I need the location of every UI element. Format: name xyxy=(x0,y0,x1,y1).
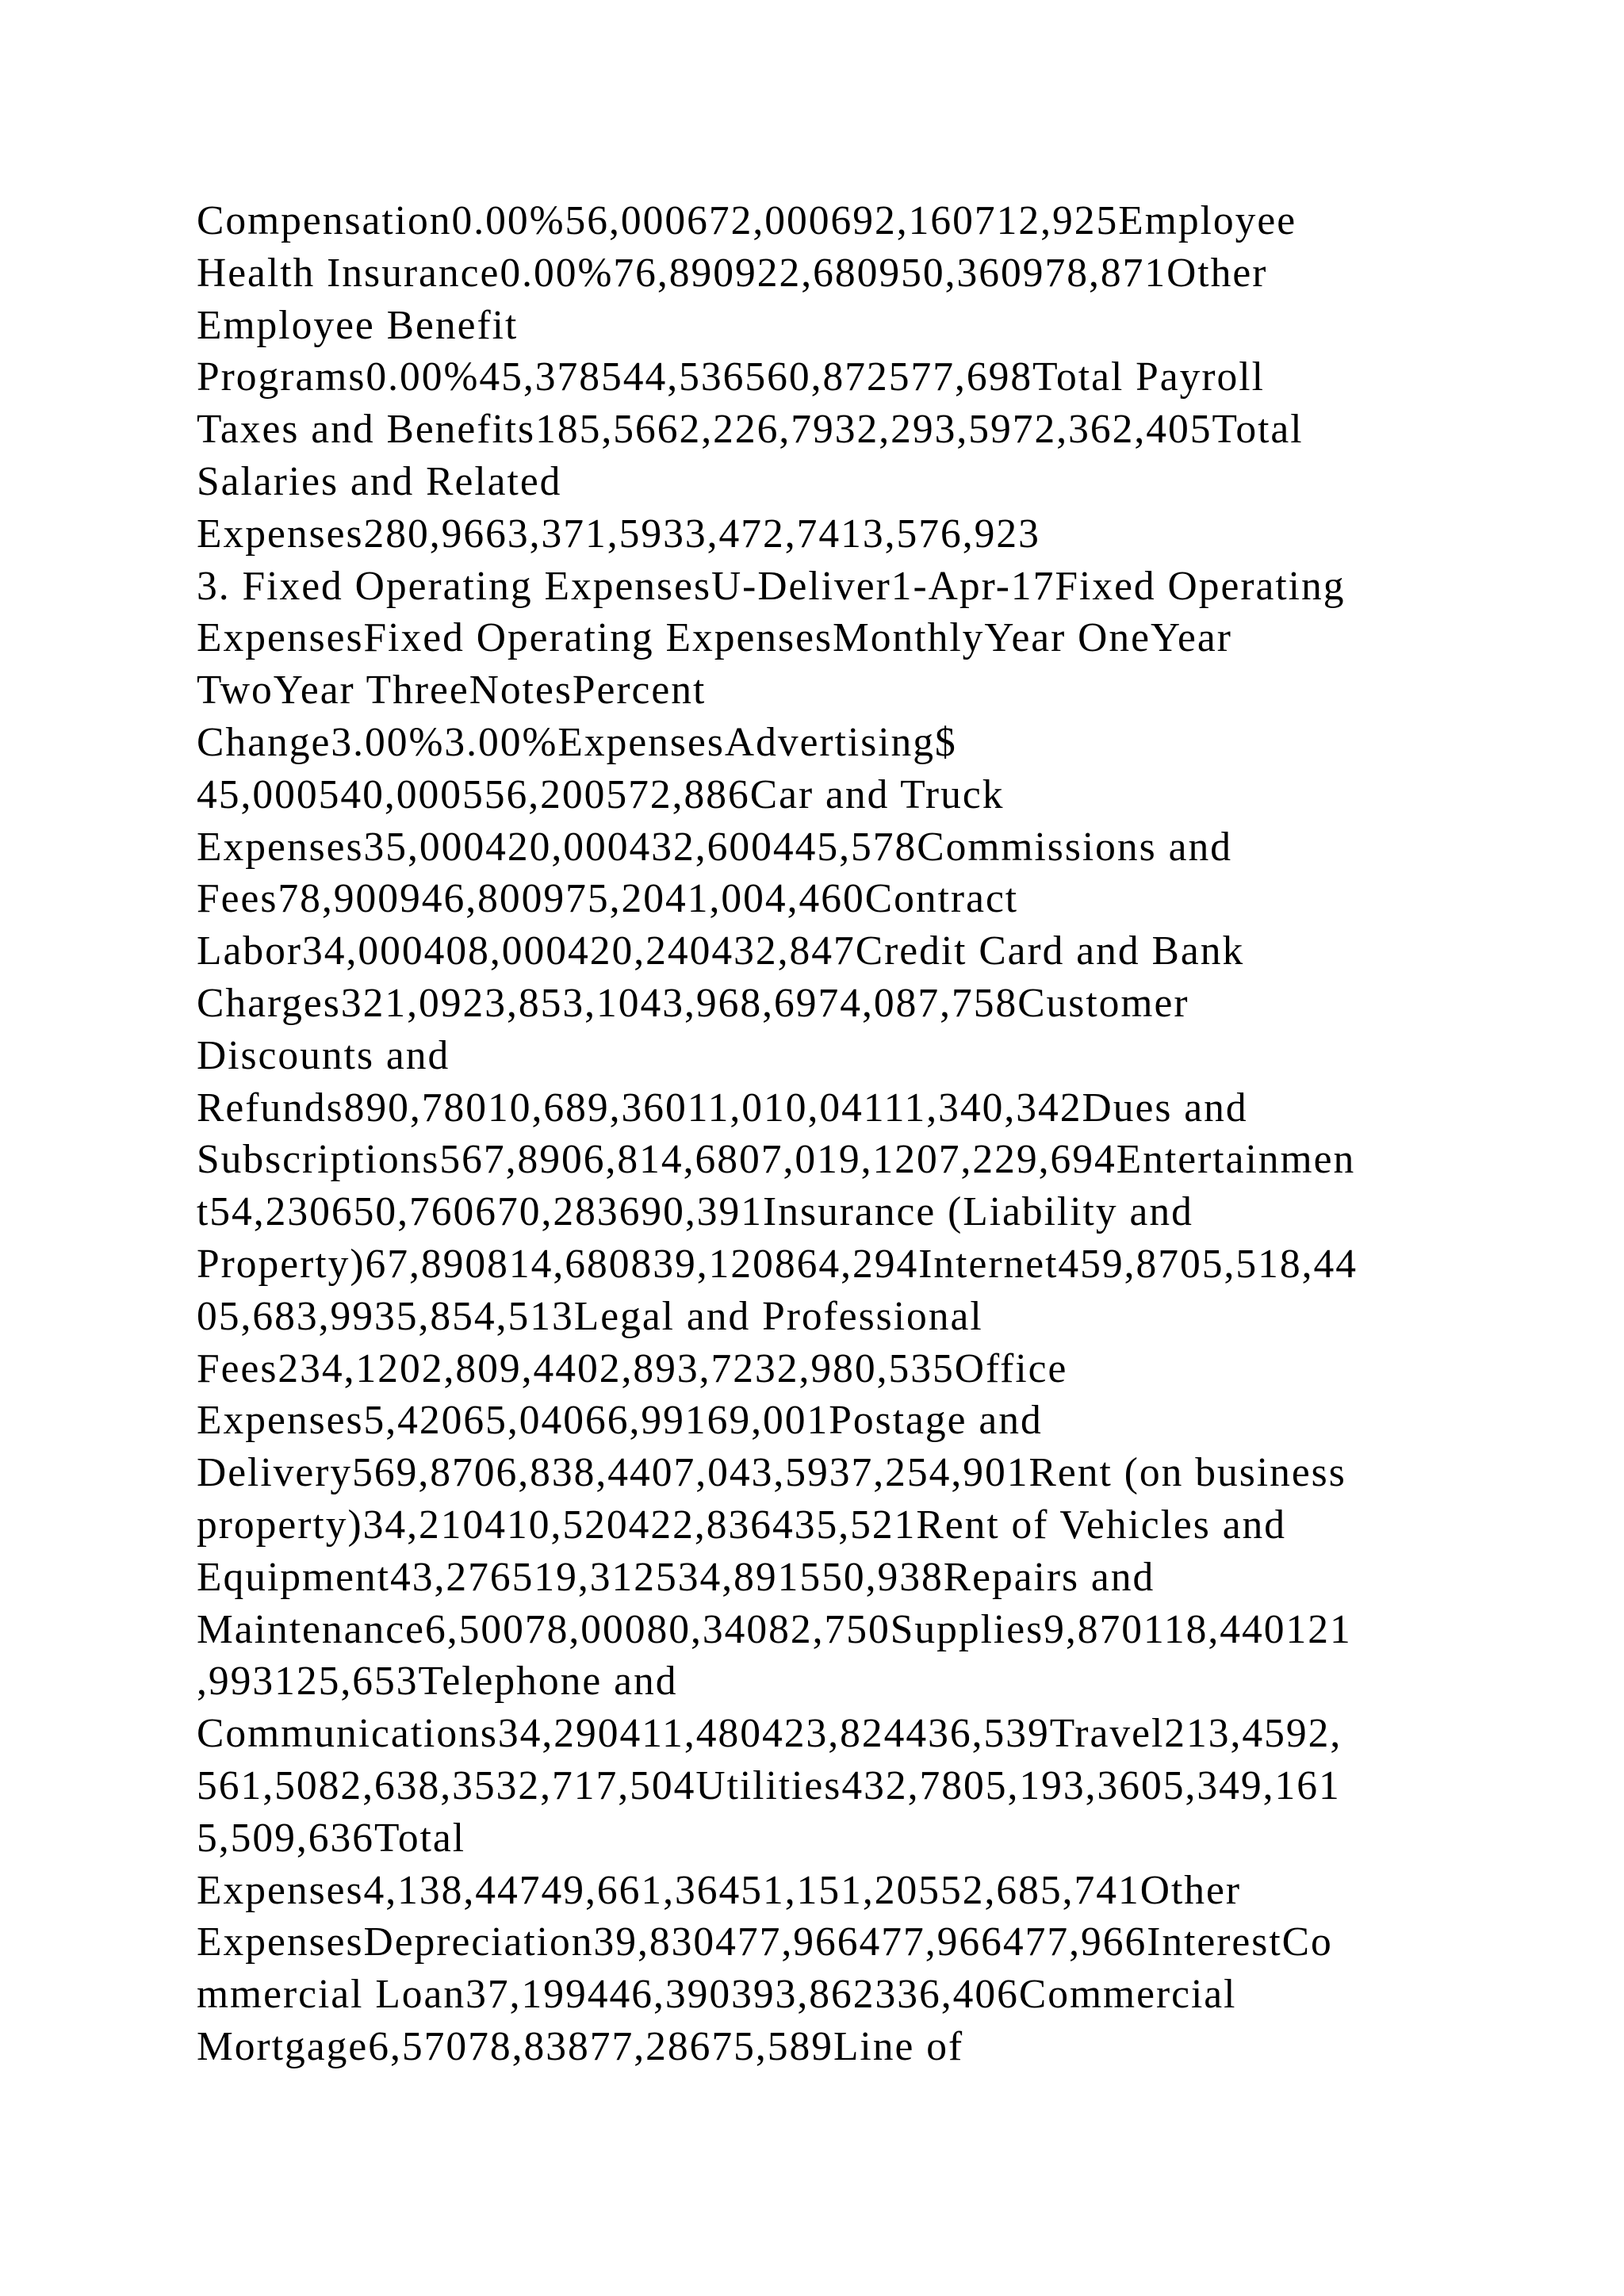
text-line: Refunds890,78010,689,36011,010,04111,340,342Dues and xyxy=(197,1085,1248,1131)
text-line: property)34,210410,520422,836435,521Rent of Vehicles and xyxy=(197,1502,1287,1548)
text-line: Employee Benefit xyxy=(197,302,519,348)
text-line: Expenses4,138,44749,661,36451,151,20552,685,741Other xyxy=(197,1867,1242,1913)
text-line: 05,683,9935,854,513Legal and Professional xyxy=(197,1293,983,1339)
text-line: ,993125,653Telephone and xyxy=(197,1659,678,1705)
text-line: 5,509,636Total xyxy=(197,1815,466,1861)
text-line: Mortgage6,57078,83877,28675,589Line of xyxy=(197,2023,964,2069)
text-line: Fees78,900946,800975,2041,004,460Contract xyxy=(197,876,1019,922)
document-body xyxy=(197,195,1465,2073)
text-line: Programs0.00%45,378544,536560,872577,698Total Payroll xyxy=(197,354,1265,400)
text-line: Expenses280,9663,371,5933,472,7413,576,923 xyxy=(197,511,1040,557)
text-line: Property)67,890814,680839,120864,294Internet459,8705,518,44 xyxy=(197,1241,1358,1287)
text-line: Health Insurance0.00%76,890922,680950,360978,871Other xyxy=(197,250,1268,296)
text-line: Fees234,1202,809,4402,893,7232,980,535Office xyxy=(197,1345,1068,1391)
section-heading: 3. Fixed Operating ExpensesU-Deliver1-Apr-17Fixed Operating xyxy=(197,563,1346,609)
text-line: Salaries and Related xyxy=(197,458,562,504)
text-line: ExpensesFixed Operating ExpensesMonthlyYear OneYear xyxy=(197,615,1232,661)
text-line: Delivery569,8706,838,4407,043,5937,254,901Rent (on business xyxy=(197,1450,1346,1496)
text-line: TwoYear ThreeNotesPercent xyxy=(197,668,707,714)
text-line: Expenses5,42065,04066,99169,001Postage and xyxy=(197,1398,1043,1444)
text-line: Communications34,290411,480423,824436,539Travel213,4592, xyxy=(197,1711,1342,1757)
text-line: Compensation0.00%56,000672,000692,160712,925Employee xyxy=(197,198,1297,243)
text-line: Maintenance6,50078,00080,34082,750Supplies9,870118,440121 xyxy=(197,1606,1352,1652)
text-line: mmercial Loan37,199446,390393,862336,406Commercial xyxy=(197,1972,1237,2018)
text-line: Taxes and Benefits185,5662,226,7932,293,5972,362,405Total xyxy=(197,407,1304,453)
text-line: 45,000540,000556,200572,886Car and Truck xyxy=(197,771,1005,817)
text-line: Subscriptions567,8906,814,6807,019,1207,229,694Entertainmen xyxy=(197,1137,1356,1183)
text-line: Expenses35,000420,000432,600445,578Commissions and xyxy=(197,824,1232,870)
text-line: Equipment43,276519,312534,891550,938Repairs and xyxy=(197,1554,1155,1600)
text-line: Discounts and xyxy=(197,1032,450,1078)
text-line: 561,5082,638,3532,717,504Utilities432,7805,193,3605,349,161 xyxy=(197,1762,1341,1808)
text-line: t54,230650,760670,283690,391Insurance (Liability and xyxy=(197,1189,1193,1235)
text-line: Change3.00%3.00%ExpensesAdvertising$ xyxy=(197,719,957,765)
text-line: ExpensesDepreciation39,830477,966477,966477,966InterestCo xyxy=(197,1919,1333,1965)
text-line: Labor34,000408,000420,240432,847Credit Card and Bank xyxy=(197,928,1245,974)
text-line: Charges321,0923,853,1043,968,6974,087,758Customer xyxy=(197,980,1189,1026)
